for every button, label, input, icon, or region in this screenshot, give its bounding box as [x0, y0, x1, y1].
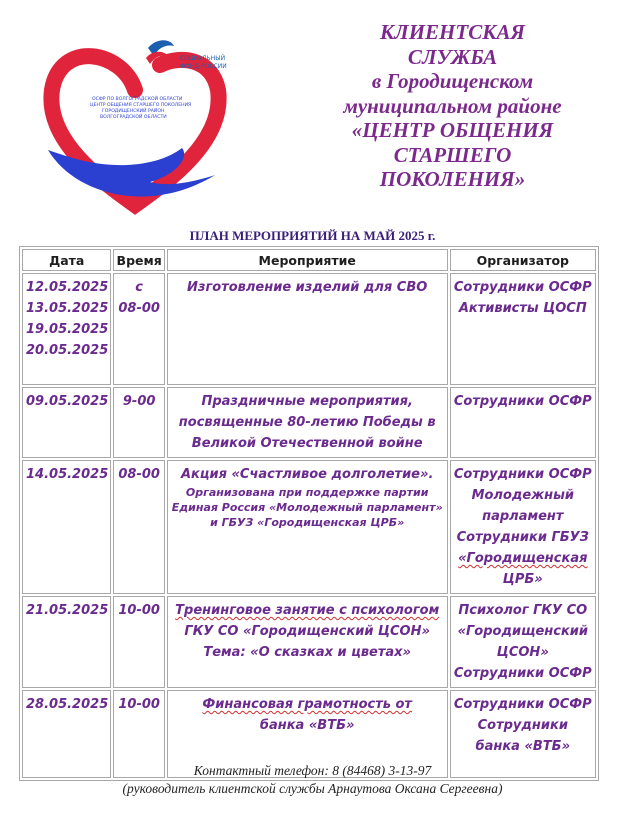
organizer-text: Психолог ГКУ СО [458, 603, 588, 618]
date-value: 13.05.2025 [26, 301, 109, 316]
header-event: Мероприятие [167, 249, 448, 271]
organizer-text: ЦРБ» [502, 572, 543, 587]
header-time: Время [113, 249, 164, 271]
organizer-text: Сотрудники ОСФР [453, 280, 592, 295]
contacts-footer [0, 762, 625, 798]
event-text: Великой Отечественной войне [191, 436, 423, 451]
date-cell [22, 460, 111, 594]
event-note: Организована при поддержке партии [185, 486, 429, 499]
organizer-text: ЦСОН» [496, 645, 549, 660]
org-title-line: муниципальном районе [343, 93, 562, 118]
time-value: 10-00 [118, 603, 160, 618]
event-cell [167, 460, 448, 594]
org-title-line: в Городищенском [371, 69, 534, 93]
time-cell [113, 460, 164, 594]
organizer-text: Сотрудники ОСФР [453, 666, 592, 681]
event-text: ГКУ СО «Городищенский ЦСОН» [184, 624, 430, 639]
date-value: 12.05.2025 [26, 280, 109, 295]
logo-caption-line: ОСФР ПО ВОЛГОГРАДСКОЙ ОБЛАСТИ [92, 97, 183, 102]
organization-title [300, 20, 605, 192]
date-value: 09.05.2025 [26, 394, 109, 409]
table-row [22, 387, 596, 458]
date-cell [22, 387, 111, 458]
events-table [19, 246, 599, 781]
event-cell [167, 273, 448, 385]
org-title-line: «ЦЕНТР ОБЩЕНИЯ [351, 118, 554, 142]
event-text: Акция «Счастливое долголетие». [180, 467, 434, 482]
contact-phone: Контактный телефон: 8 (84468) 3-13-97 [193, 763, 432, 778]
organizer-cell [450, 273, 596, 385]
logo-caption-line: ВОЛГОГРАДСКОЙ ОБЛАСТИ [100, 115, 167, 120]
event-text: Тренинговое занятие с психологом [175, 603, 440, 618]
time-cell [113, 273, 164, 385]
event-note: Единая Россия «Молодежный парламент» [171, 501, 443, 514]
organizer-text: парламент [482, 509, 564, 524]
table-row [22, 596, 596, 688]
event-note: и ГБУЗ «Городищенская ЦРБ» [210, 516, 405, 529]
event-text: Праздничные мероприятия, [201, 394, 413, 409]
organizer-text: Активисты ЦОСП [458, 301, 587, 316]
logo-brand-line: СОЦИАЛЬНЫЙ [180, 55, 226, 62]
event-cell [167, 596, 448, 688]
date-cell [22, 596, 111, 688]
organizer-text: «Городищенская [458, 551, 588, 566]
date-value: 19.05.2025 [26, 322, 109, 337]
organizer-text: «Городищенский [457, 624, 588, 639]
organizer-cell [450, 460, 596, 594]
organizer-text: Молодежный [471, 488, 574, 503]
contact-manager: (руководитель клиентской службы Арнаутова Оксана Сергеевна) [122, 781, 503, 796]
date-value: 20.05.2025 [26, 343, 109, 358]
time-value: 08-00 [118, 467, 160, 482]
event-text: Тема: «О сказках и цветах» [203, 645, 412, 660]
organizer-text: Сотрудники ГБУЗ [456, 530, 589, 545]
date-value: 14.05.2025 [26, 467, 109, 482]
org-title-line: СЛУЖБА [407, 44, 498, 69]
organizer-text: Сотрудники ОСФР [453, 467, 592, 482]
event-text: посвященные 80-летию Победы в [178, 415, 436, 430]
event-text: Финансовая грамотность от [202, 697, 412, 712]
organizer-text: Сотрудники ОСФР [453, 394, 592, 409]
time-value: 08-00 [118, 301, 160, 316]
organizer-text: Сотрудники [477, 718, 568, 733]
organizer-text: банка «ВТБ» [475, 739, 571, 754]
organizer-cell [450, 596, 596, 688]
org-title-line: СТАРШЕГО [393, 142, 512, 167]
time-cell [113, 387, 164, 458]
time-cell [113, 596, 164, 688]
org-title-line: ПОКОЛЕНИЯ» [379, 167, 526, 191]
event-text: банка «ВТБ» [259, 718, 355, 733]
organizer-text: Сотрудники ОСФР [453, 697, 592, 712]
header-organizer: Организатор [450, 249, 596, 271]
date-cell [22, 273, 111, 385]
date-value: 28.05.2025 [26, 697, 109, 712]
time-value: с [135, 280, 143, 295]
table-row [22, 273, 596, 385]
organizer-cell [450, 387, 596, 458]
logo-caption-line: ГОРОДИЩЕНСКИЙ РАЙОН [102, 109, 165, 114]
date-value: 21.05.2025 [26, 603, 109, 618]
logo-caption-line: ЦЕНТР ОБЩЕНИЯ СТАРШЕГО ПОКОЛЕНИЯ [90, 103, 192, 108]
logo-brand-line: ФОНД РОССИИ [180, 63, 227, 70]
org-title-line: КЛИЕНТСКАЯ [380, 20, 525, 44]
osfr-heart-hand-logo [40, 30, 230, 220]
time-value: 10-00 [118, 697, 160, 712]
event-text: Изготовление изделий для СВО [187, 280, 428, 295]
event-cell [167, 387, 448, 458]
header-date: Дата [22, 249, 111, 271]
plan-title: ПЛАН МЕРОПРИЯТИЙ НА МАЙ 2025 г. [189, 228, 436, 243]
table-header-row [22, 249, 596, 271]
table-row [22, 460, 596, 594]
time-value: 9-00 [122, 394, 156, 409]
